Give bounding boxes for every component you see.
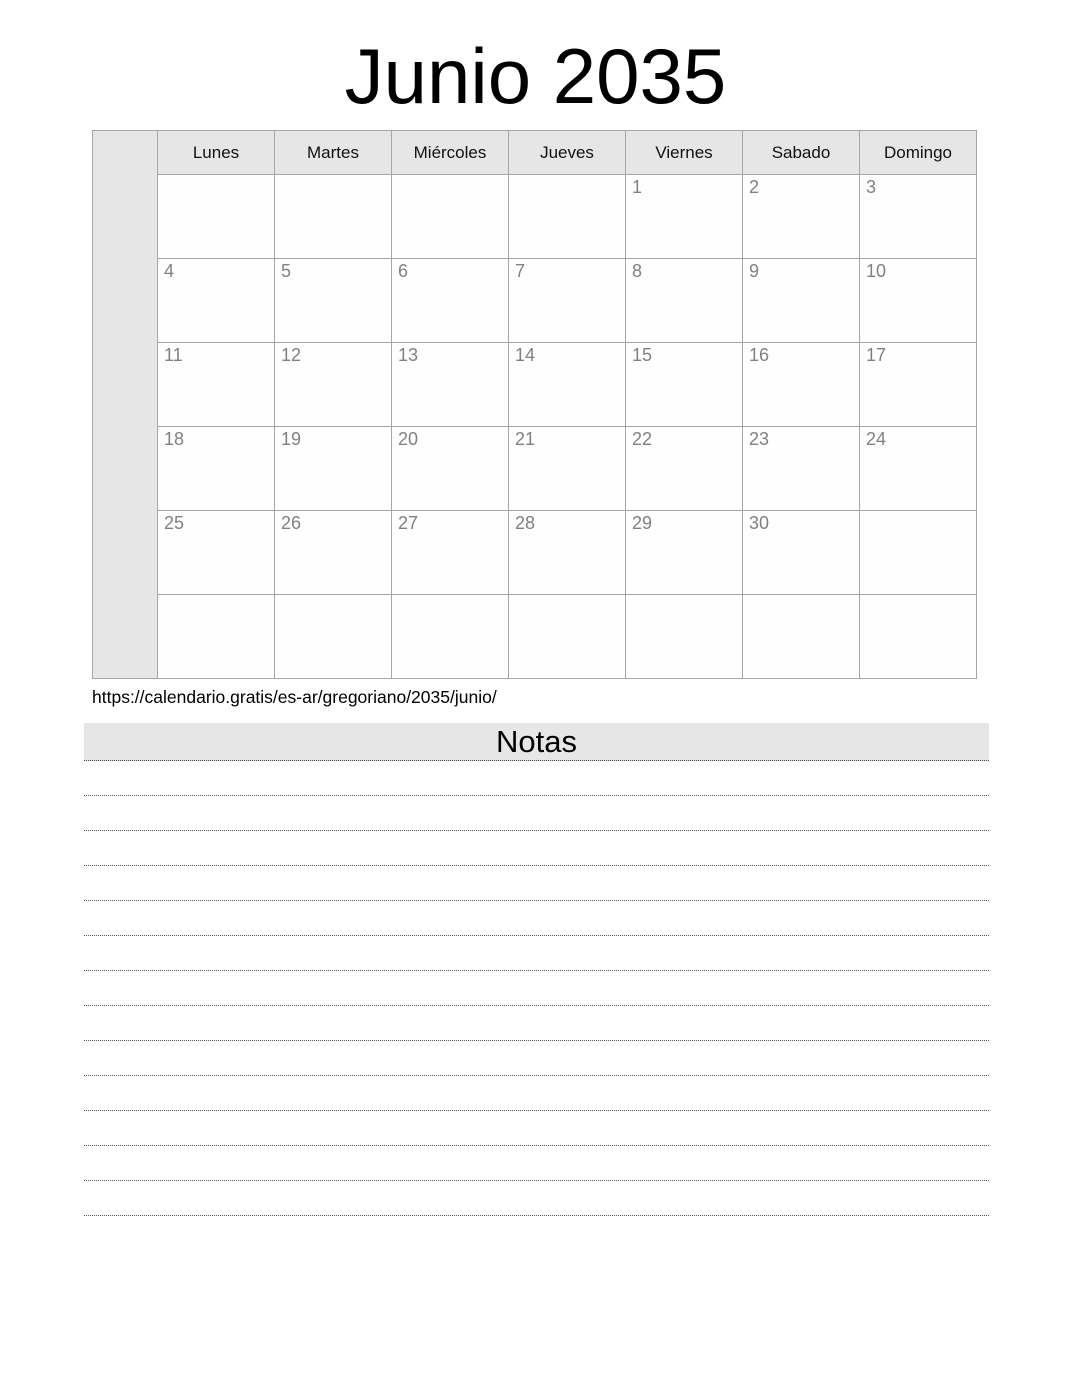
day-cell <box>860 175 977 259</box>
day-number <box>158 175 274 178</box>
day-number: 7 <box>515 261 526 281</box>
day-number <box>860 595 976 598</box>
day-cell <box>275 259 392 343</box>
note-line <box>84 761 989 796</box>
day-cell <box>392 175 509 259</box>
weekday-header-domingo: Domingo <box>860 131 977 175</box>
day-number: 25 <box>164 513 185 533</box>
day-cell <box>743 427 860 511</box>
note-line <box>84 1146 989 1181</box>
day-cell <box>275 511 392 595</box>
day-cell <box>275 595 392 679</box>
day-cell <box>626 259 743 343</box>
day-cell <box>626 595 743 679</box>
day-number: 14 <box>515 345 536 365</box>
day-number: 18 <box>164 429 185 449</box>
week-row-4 <box>93 427 977 511</box>
day-cell <box>158 343 275 427</box>
day-number: 29 <box>632 513 653 533</box>
day-cell <box>158 259 275 343</box>
day-cell <box>392 343 509 427</box>
day-cell <box>860 427 977 511</box>
day-number: 4 <box>164 261 175 281</box>
day-number: 5 <box>281 261 292 281</box>
note-line <box>84 831 989 866</box>
weekday-header-row <box>93 131 977 175</box>
week-row-1 <box>93 175 977 259</box>
day-cell <box>860 343 977 427</box>
day-cell <box>743 343 860 427</box>
day-number <box>392 175 508 178</box>
day-cell <box>626 343 743 427</box>
day-cell <box>158 595 275 679</box>
day-cell <box>860 259 977 343</box>
notes-section <box>84 723 989 1216</box>
day-cell <box>275 343 392 427</box>
day-number: 15 <box>632 345 653 365</box>
day-cell <box>509 511 626 595</box>
day-cell <box>509 343 626 427</box>
day-number: 28 <box>515 513 536 533</box>
day-cell <box>392 511 509 595</box>
day-cell <box>158 175 275 259</box>
note-line <box>84 1111 989 1146</box>
day-number: 10 <box>866 261 887 281</box>
day-cell <box>743 511 860 595</box>
day-cell <box>509 595 626 679</box>
day-cell <box>860 595 977 679</box>
day-number: 13 <box>398 345 419 365</box>
day-number: 22 <box>632 429 653 449</box>
day-number: 3 <box>866 177 877 197</box>
day-number: 17 <box>866 345 887 365</box>
weekday-header-martes: Martes <box>275 131 392 175</box>
day-cell <box>275 175 392 259</box>
day-number: 23 <box>749 429 770 449</box>
day-cell <box>158 511 275 595</box>
note-line <box>84 1181 989 1216</box>
day-cell <box>860 511 977 595</box>
source-url-text: https://calendario.gratis/es-ar/gregoriano/2035/junio/ <box>92 687 497 707</box>
day-cell <box>158 427 275 511</box>
day-number <box>275 595 391 598</box>
weekday-header-sabado: Sabado <box>743 131 860 175</box>
week-row-5 <box>93 511 977 595</box>
day-cell <box>392 595 509 679</box>
day-number: 21 <box>515 429 536 449</box>
day-cell <box>626 511 743 595</box>
day-cell <box>626 427 743 511</box>
note-line <box>84 1006 989 1041</box>
day-number: 8 <box>632 261 643 281</box>
day-number <box>158 595 274 598</box>
week-row-6 <box>93 595 977 679</box>
note-line <box>84 796 989 831</box>
day-cell <box>509 175 626 259</box>
day-number <box>509 595 625 598</box>
weekday-header-lunes: Lunes <box>158 131 275 175</box>
day-number: 30 <box>749 513 770 533</box>
day-cell <box>743 175 860 259</box>
day-number: 19 <box>281 429 302 449</box>
day-number <box>743 595 859 598</box>
weekday-header-miercoles: Miércoles <box>392 131 509 175</box>
day-cell <box>509 427 626 511</box>
day-cell <box>392 259 509 343</box>
calendar-table <box>92 130 977 679</box>
day-number: 16 <box>749 345 770 365</box>
day-number: 9 <box>749 261 760 281</box>
day-number <box>626 595 742 598</box>
day-number: 24 <box>866 429 887 449</box>
note-line <box>84 901 989 936</box>
page-title: Junio 2035 <box>344 32 727 120</box>
week-row-2 <box>93 259 977 343</box>
note-line <box>84 866 989 901</box>
note-line <box>84 1041 989 1076</box>
day-cell <box>509 259 626 343</box>
day-cell <box>743 259 860 343</box>
day-number <box>860 511 976 514</box>
week-row-3 <box>93 343 977 427</box>
day-number <box>392 595 508 598</box>
day-number: 20 <box>398 429 419 449</box>
day-cell <box>743 595 860 679</box>
day-cell <box>392 427 509 511</box>
day-number: 6 <box>398 261 409 281</box>
day-cell <box>275 427 392 511</box>
day-number <box>275 175 391 178</box>
day-number: 12 <box>281 345 302 365</box>
weekday-header-viernes: Viernes <box>626 131 743 175</box>
day-number: 11 <box>164 345 183 365</box>
weekday-header-jueves: Jueves <box>509 131 626 175</box>
day-number: 2 <box>749 177 760 197</box>
note-line <box>84 971 989 1006</box>
day-number: 1 <box>632 177 643 197</box>
day-number: 26 <box>281 513 302 533</box>
day-number <box>509 175 625 178</box>
week-number-column <box>93 131 158 679</box>
day-cell <box>626 175 743 259</box>
day-number: 27 <box>398 513 419 533</box>
note-line <box>84 936 989 971</box>
notes-title: Notas <box>84 723 989 761</box>
note-line <box>84 1076 989 1111</box>
